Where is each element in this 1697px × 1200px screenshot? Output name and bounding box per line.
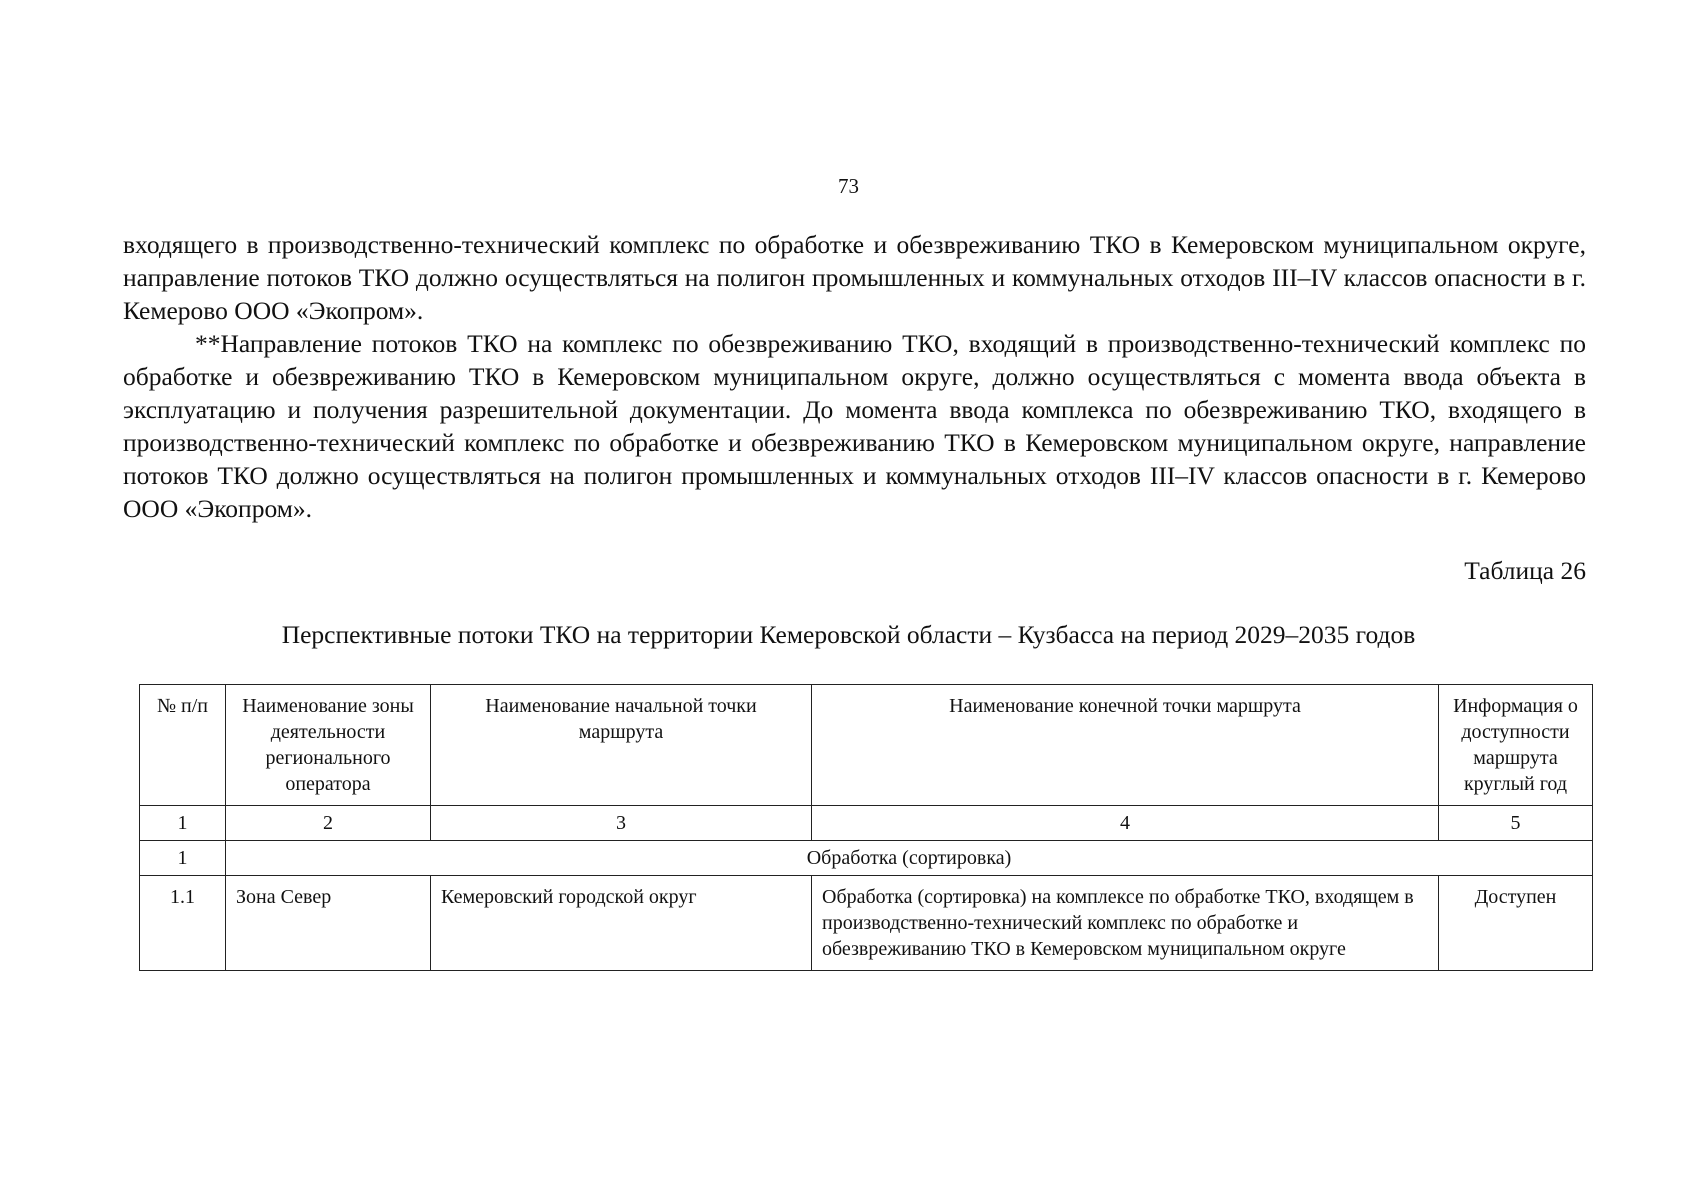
column-number: 1 xyxy=(140,806,226,841)
header-availability: Информация о доступности маршрута круглый год xyxy=(1439,685,1593,806)
header-start-point: Наименование начальной точки маршрута xyxy=(431,685,812,806)
table-header-row xyxy=(140,685,1593,806)
paragraph-footnote: **Направление потоков ТКО на комплекс по обезвреживанию ТКО, входящий в производственно-технический комплекс по обработке и обезвреживанию ТКО в Кемеровском муниципальном округе, должно осуществляться с момента ввода объекта в эксплуатацию и получения разрешительной документации. До момента ввода комплекса по обезвреживанию ТКО, входящего в производственно-технический комплекс по обработке и обезвреживанию ТКО в Кемеровском муниципальном округе, направление потоков ТКО должно осуществляться на полигон промышленных и коммунальных отходов III–IV классов опасности в г. Кемерово ООО «Экопром». xyxy=(123,329,1586,523)
row-end-point: Обработка (сортировка) на комплексе по обработке ТКО, входящем в производственно-технический комплекс по обработке и обезвреживанию ТКО в Кемеровском муниципальном округе xyxy=(812,876,1439,971)
table-title: Перспективные потоки ТКО на территории Кемеровской области – Кузбасса на период 2029–2035 годов xyxy=(281,620,1416,649)
paragraph-continuation: входящего в производственно-технический комплекс по обработке и обезвреживанию ТКО в Кемеровском муниципальном округе, направление потоков ТКО должно осуществляться на полигон промышленных и коммунальных отходов III–IV классов опасности в г. Кемерово ООО «Экопром». xyxy=(123,230,1586,325)
row-availability: Доступен xyxy=(1439,876,1593,971)
body-text xyxy=(123,228,1586,525)
column-number: 2 xyxy=(226,806,431,841)
row-start-point: Кемеровский городской округ xyxy=(431,876,812,971)
row-number: 1.1 xyxy=(140,876,226,971)
section-title: Обработка (сортировка) xyxy=(226,841,1593,876)
row-zone: Зона Север xyxy=(226,876,431,971)
header-number: № п/п xyxy=(140,685,226,806)
column-number: 5 xyxy=(1439,806,1593,841)
section-number: 1 xyxy=(140,841,226,876)
column-number: 3 xyxy=(431,806,812,841)
table-row xyxy=(140,876,1593,971)
table-label: Таблица 26 xyxy=(1464,556,1586,585)
header-end-point: Наименование конечной точки маршрута xyxy=(812,685,1439,806)
column-number: 4 xyxy=(812,806,1439,841)
section-row xyxy=(140,841,1593,876)
header-zone: Наименование зоны деятельности регионального оператора xyxy=(226,685,431,806)
page-number: 73 xyxy=(838,174,859,198)
column-numbers-row xyxy=(140,806,1593,841)
routes-table xyxy=(139,684,1593,971)
